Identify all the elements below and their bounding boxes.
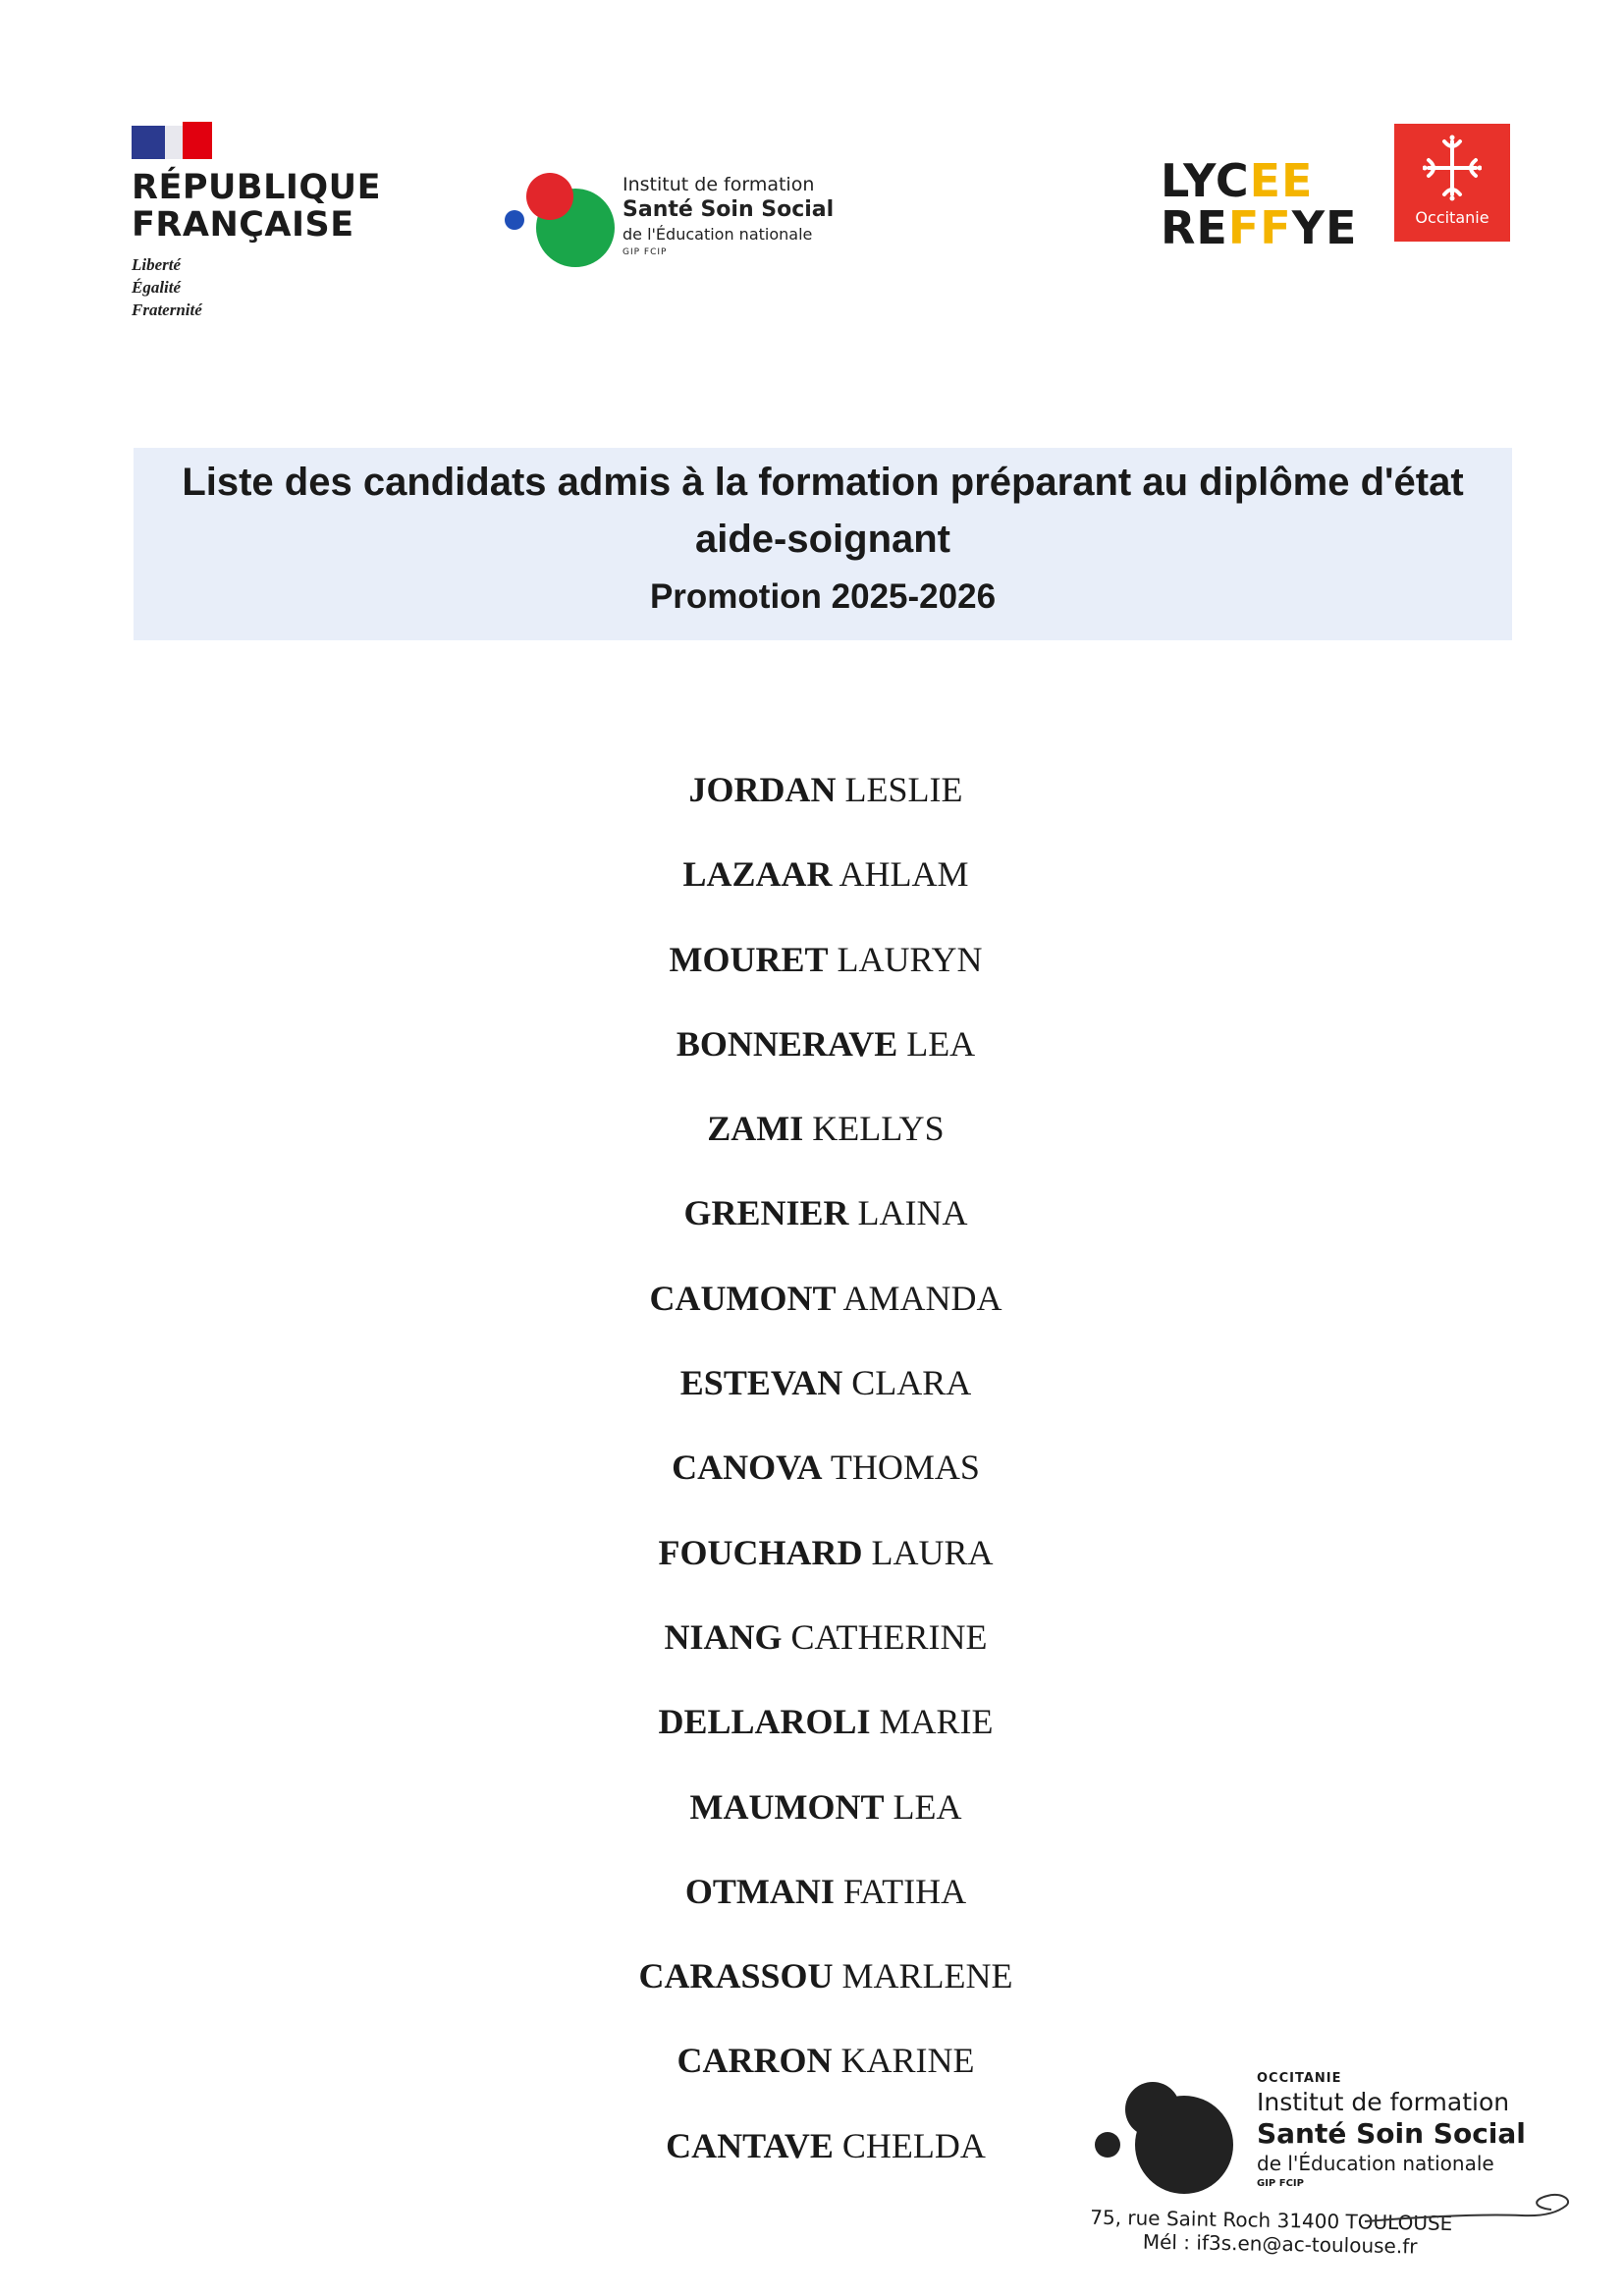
candidate-last-name: ESTEVAN (679, 1363, 843, 1403)
lycee-line2-part-b: FF (1227, 201, 1292, 254)
candidate-first-name: LAINA (857, 1193, 968, 1233)
candidate-row (0, 1012, 1624, 1097)
lycee-line2-part-a: RE (1161, 201, 1228, 254)
lycee-line2 (1161, 201, 1358, 254)
candidate-first-name: FATIHA (842, 1871, 967, 1911)
candidate-row (0, 1690, 1624, 1775)
institut-line4: GIP FCIP (623, 247, 668, 257)
institut-formation-logo (501, 173, 854, 271)
stamp-dots-icon (1090, 2080, 1237, 2208)
candidate-last-name: LAZAAR (682, 854, 833, 895)
stamp-line1: Institut de formation (1257, 2088, 1510, 2116)
candidate-row (0, 1181, 1624, 1266)
candidate-first-name: LESLIE (844, 770, 963, 809)
candidate-last-name: MOURET (669, 939, 829, 979)
candidate-first-name: MARIE (879, 1702, 994, 1742)
institut-stamp (1090, 2070, 1581, 2267)
stamp-email: Mél : if3s.en@ac-toulouse.fr (1142, 2229, 1418, 2259)
candidate-list (0, 758, 1624, 2199)
candidate-row (0, 1351, 1624, 1436)
document-title (134, 454, 1512, 568)
stamp-address: 75, rue Saint Roch 31400 TOULOUSE (1090, 2205, 1453, 2236)
candidate-first-name: THOMAS (830, 1448, 980, 1488)
candidate-first-name: LEA (906, 1023, 976, 1064)
candidate-row (0, 1267, 1624, 1351)
candidate-row (0, 1776, 1624, 1860)
signature-mark (1355, 2178, 1581, 2237)
stamp-region: OCCITANIE (1257, 2071, 1342, 2086)
candidate-row (0, 1436, 1624, 1520)
title-line1: Liste des candidats admis à la formation préparant au diplôme d'état (182, 461, 1464, 504)
institut-dots-icon (501, 173, 619, 271)
candidate-first-name: LEA (893, 1786, 962, 1827)
candidate-row (0, 1944, 1624, 2029)
candidate-row (0, 1097, 1624, 1181)
candidate-last-name: DELLAROLI (658, 1702, 871, 1742)
title-line2: aide-soignant (694, 518, 951, 561)
republique-name-line1: RÉPUBLIQUE (132, 168, 382, 207)
institut-line3: de l'Éducation nationale (623, 225, 813, 244)
institut-line2: Santé Soin Social (623, 197, 835, 222)
stamp-line2: Santé Soin Social (1257, 2117, 1526, 2150)
stamp-line3: de l'Éducation nationale (1257, 2152, 1494, 2175)
lycee-line1 (1161, 154, 1357, 207)
candidate-last-name: MAUMONT (689, 1786, 885, 1827)
candidate-first-name: KELLYS (812, 1109, 945, 1149)
candidate-row (0, 928, 1624, 1012)
candidate-row (0, 1606, 1624, 1690)
occitanie-label: Occitanie (1415, 208, 1489, 227)
marianne-flag-icon (132, 122, 387, 159)
motto-liberte: Liberté (132, 255, 182, 274)
occitan-cross-icon (1423, 134, 1482, 202)
candidate-last-name: OTMANI (684, 1871, 835, 1911)
institut-text (623, 173, 834, 259)
candidate-first-name: KARINE (840, 2041, 975, 2081)
candidate-last-name: CARASSOU (638, 1956, 834, 1996)
candidate-last-name: BONNERAVE (676, 1023, 898, 1064)
lycee-line2-part-c: YE (1291, 201, 1358, 254)
candidate-last-name: GRENIER (683, 1193, 849, 1233)
candidate-last-name: NIANG (664, 1616, 783, 1657)
candidate-first-name: AHLAM (839, 854, 969, 895)
candidate-last-name: JORDAN (688, 770, 837, 809)
candidate-last-name: CANTAVE (666, 2125, 834, 2165)
republique-francaise-logo (132, 122, 387, 321)
candidate-last-name: CANOVA (672, 1448, 823, 1488)
candidate-first-name: CLARA (851, 1363, 972, 1403)
candidate-last-name: ZAMI (707, 1109, 804, 1149)
candidate-first-name: CATHERINE (790, 1616, 988, 1657)
promotion-label: Promotion 2025-2026 (649, 577, 997, 616)
institut-line1: Institut de formation (623, 174, 815, 195)
stamp-text (1257, 2070, 1526, 2192)
candidate-row (0, 758, 1624, 843)
motto-egalite: Égalité (132, 278, 182, 297)
candidate-row (0, 1860, 1624, 1944)
occitanie-region-logo (1394, 124, 1510, 242)
candidate-last-name: CAUMONT (649, 1278, 837, 1318)
republique-motto (132, 253, 387, 321)
candidate-first-name: LAURA (871, 1532, 994, 1572)
motto-fraternite: Fraternité (132, 301, 202, 319)
lycee-line1-part-b: EE (1249, 154, 1314, 207)
candidate-first-name: MARLENE (841, 1956, 1013, 1996)
lycee-line1-part-a: LYC (1161, 154, 1250, 207)
republique-name-line2: FRANÇAISE (132, 205, 354, 245)
stamp-line4: GIP FCIP (1257, 2178, 1304, 2189)
candidate-last-name: CARRON (677, 2041, 833, 2081)
candidate-first-name: CHELDA (841, 2125, 986, 2165)
document-title-box (134, 448, 1512, 640)
candidate-row (0, 1521, 1624, 1606)
candidate-last-name: FOUCHARD (658, 1532, 863, 1572)
candidate-first-name: AMANDA (842, 1278, 1002, 1318)
candidate-row (0, 843, 1624, 927)
candidate-first-name: LAURYN (837, 939, 983, 979)
lycee-reffye-logo (1161, 154, 1358, 254)
